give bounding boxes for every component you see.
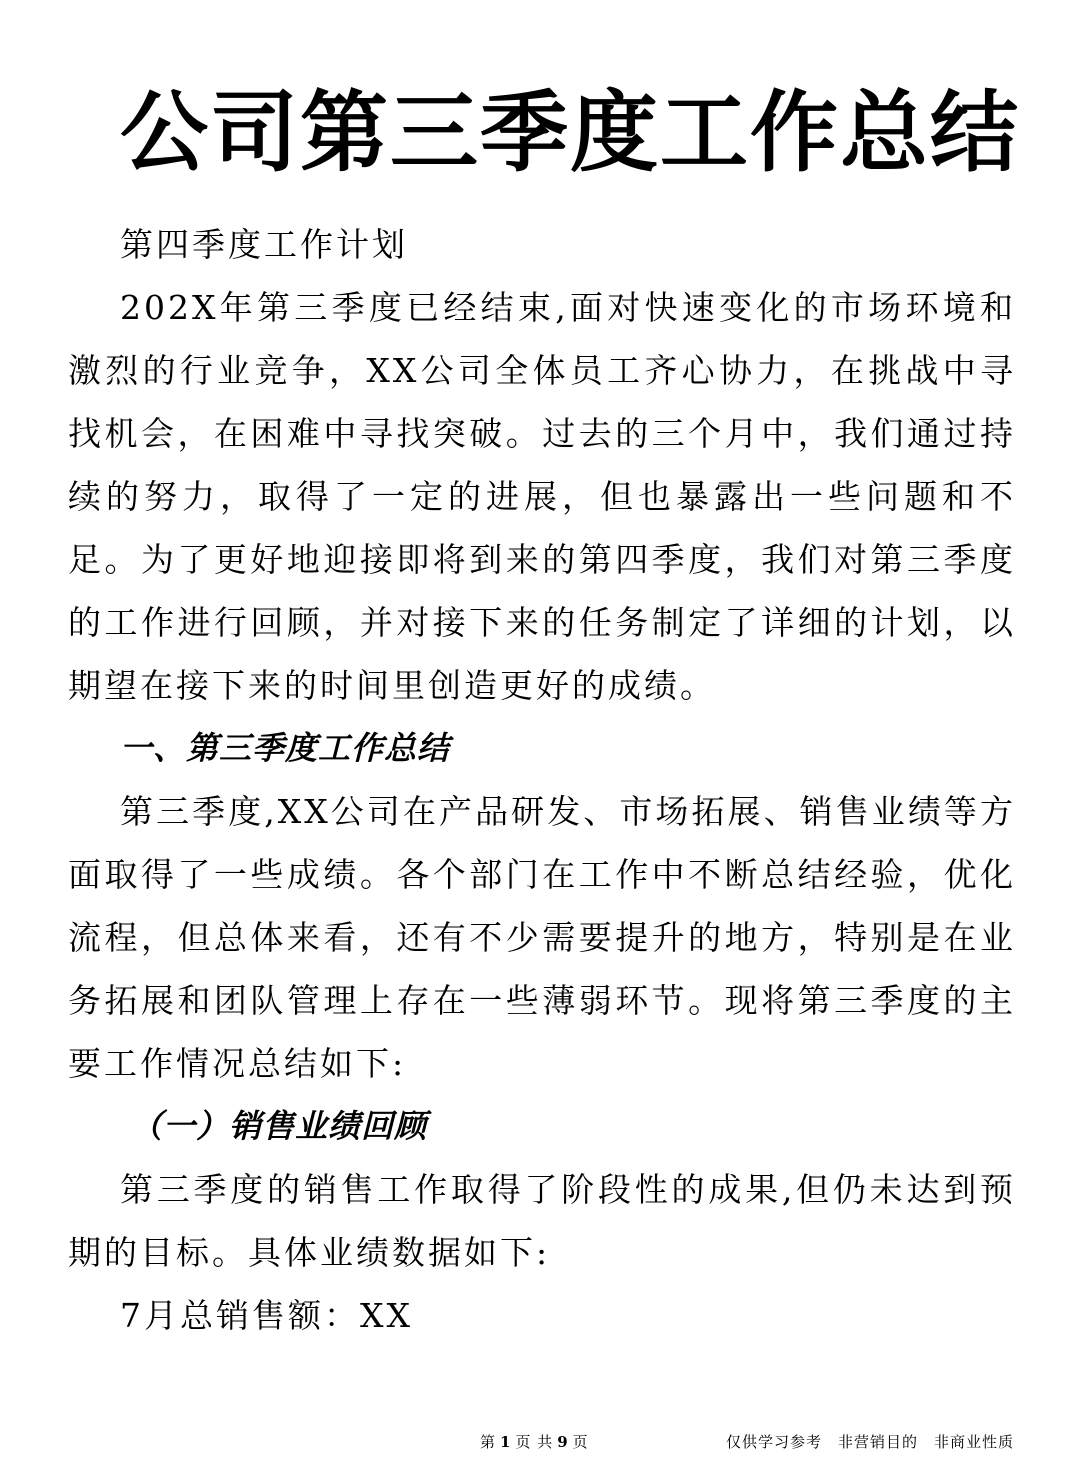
- paragraph: 202X年第三季度已经结束,面对快速变化的市场环境和激烈的行业竞争，XX公司全体员工齐心协力，在挑战中寻找机会，在困难中寻找突破。过去的三个月中，我们通过持续的努力，取得了一定的进展，但也暴露出一些问题和不足。为了更好地迎接即将到来的第四季度，我们对第三季度的工作进行回顾，并对接下来的任务制定了详细的计划，以期望在接下来的时间里创造更好的成绩。: [68, 288, 1016, 705]
- paragraph: 第三季度的销售工作取得了阶段性的成果,但仍未达到预期的目标。具体业绩数据如下:: [68, 1170, 1016, 1272]
- paragraph: 7月总销售额：XX: [120, 1296, 413, 1335]
- footer-notice: 仅供学习参考 非营销目的 非商业性质: [725, 1433, 1014, 1451]
- section-heading: 一、第三季度工作总结: [120, 729, 451, 767]
- document-title: 公司第三季度工作总结: [119, 81, 1020, 184]
- page-number: [480, 1431, 589, 1453]
- page-footer: [0, 1431, 1080, 1453]
- paragraph: 第四季度工作计划: [120, 225, 408, 264]
- page-suffix: 页: [572, 1433, 589, 1451]
- page-total: 9: [557, 1433, 569, 1451]
- document-body: [68, 213, 1016, 1347]
- paragraph: 第三季度,XX公司在产品研发、市场拓展、销售业绩等方面取得了一些成绩。各个部门在工作中不断总结经验，优化流程，但总体来看，还有不少需要提升的地方，特别是在业务拓展和团队管理上存在一些薄弱环节。现将第三季度的主要工作情况总结如下:: [68, 792, 1016, 1083]
- page-current: 1: [500, 1433, 512, 1451]
- subsection-heading: （一）销售业绩回顾: [130, 1107, 428, 1145]
- page-prefix: 第: [480, 1433, 497, 1451]
- page-middle: 页 共: [515, 1433, 554, 1451]
